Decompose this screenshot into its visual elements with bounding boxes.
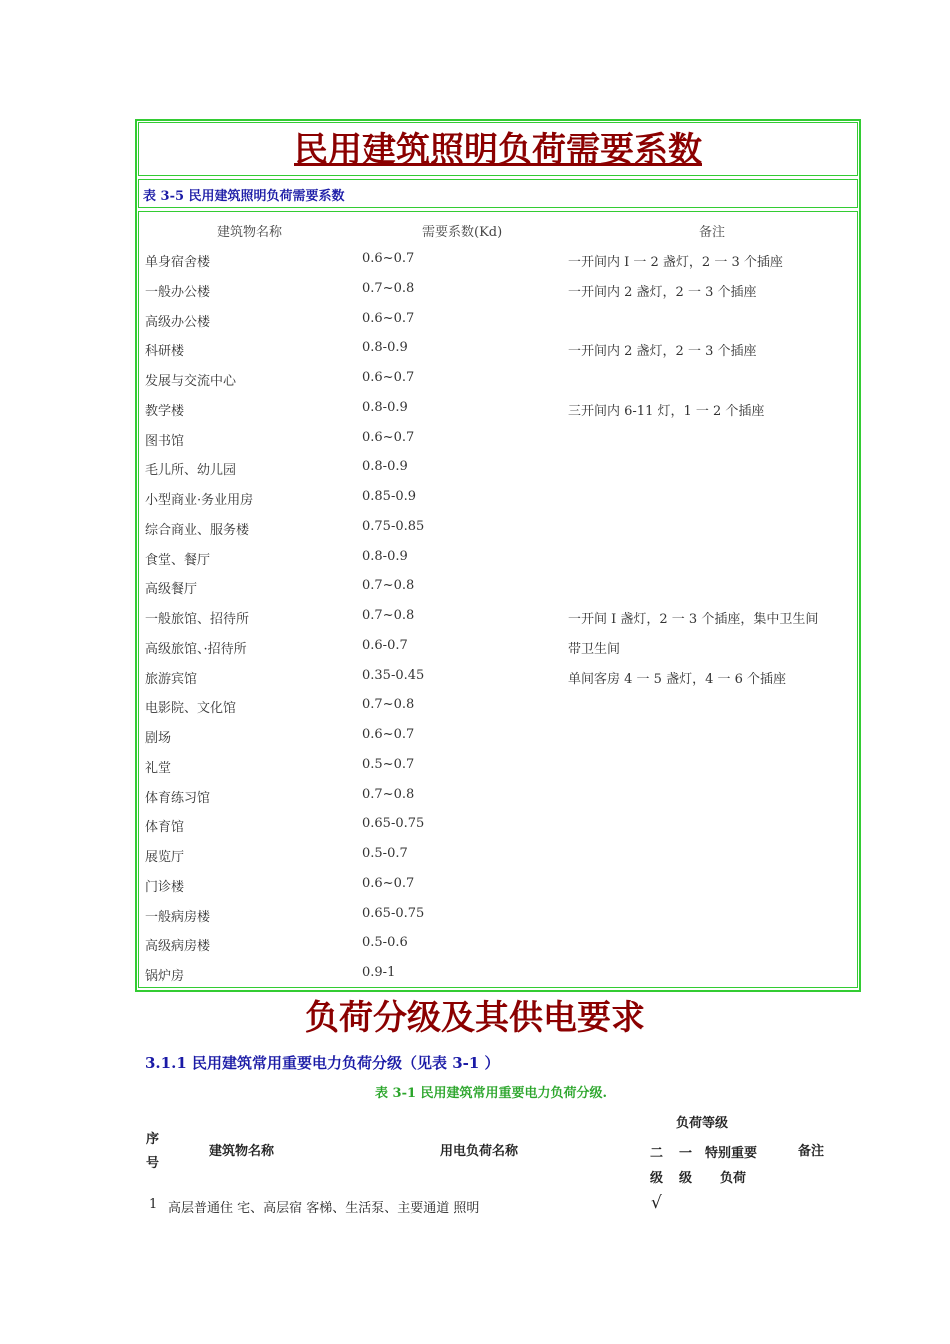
note-cell: 一开间内 I 一 2 盏灯，2 一 3 个插座	[568, 255, 783, 270]
kd-cell: 0.7~0.8	[362, 786, 415, 802]
building-name-cell: 高级病房楼	[145, 939, 211, 955]
kd-cell: 0.7~0.8	[362, 578, 415, 594]
building-name-cell: 锅炉房	[145, 969, 185, 984]
note-cell: 一开间内 2 盏灯，2 一 3 个插座	[568, 344, 757, 360]
kd-cell: 0.7~0.8	[362, 280, 415, 296]
row-1-seq: 1	[149, 1197, 158, 1212]
header-level2-b: 级	[650, 1171, 664, 1186]
table-row	[139, 519, 859, 539]
table-row	[139, 816, 859, 836]
table-row	[139, 311, 859, 331]
table-row	[139, 846, 859, 866]
table-row	[139, 876, 859, 896]
table-header	[139, 221, 859, 241]
building-name-cell: 剧场	[145, 731, 172, 746]
building-name-cell: 一般旅馆、招待所	[145, 612, 250, 627]
header-load-name: 用电负荷名称	[440, 1144, 519, 1159]
header-level-group: 负荷等级	[676, 1116, 729, 1131]
kd-cell: 0.8-0.9	[362, 399, 408, 415]
table-row	[139, 965, 859, 985]
kd-cell: 0.35-0.45	[362, 667, 425, 683]
kd-cell: 0.5-0.6	[362, 935, 408, 951]
kd-cell: 0.6-0.7	[362, 637, 408, 653]
table-row	[139, 370, 859, 390]
header-building: 建筑物名称	[209, 1144, 275, 1159]
table-row	[139, 757, 859, 777]
kd-cell: 0.65-0.75	[362, 816, 425, 832]
kd-cell: 0.8-0.9	[362, 548, 408, 564]
building-name-cell: 单身宿舍楼	[145, 255, 211, 270]
table-row	[139, 251, 859, 271]
kd-cell: 0.6~0.7	[362, 251, 415, 266]
note-cell: 三开间内 6-11 灯，1 一 2 个插座	[568, 403, 765, 419]
building-name-cell: 体育馆	[145, 820, 185, 836]
building-name-cell: 一般办公楼	[145, 284, 211, 300]
demand-factor-table	[138, 211, 858, 988]
table-row	[139, 281, 859, 301]
header-special-b: 负荷	[720, 1171, 747, 1186]
caption-box	[138, 179, 858, 208]
kd-cell: 0.7~0.8	[362, 697, 415, 713]
building-name-cell: 展览厅	[145, 850, 185, 865]
kd-cell: 0.5~0.7	[362, 756, 415, 772]
table-row	[139, 697, 859, 717]
table-row	[139, 340, 859, 360]
title-box	[138, 122, 858, 176]
table-row	[139, 906, 859, 926]
kd-cell: 0.6~0.7	[362, 370, 415, 385]
table-row	[139, 489, 859, 509]
note-cell: 单间客房 4 一 5 盏灯，4 一 6 个插座	[568, 671, 787, 687]
building-name-cell: 小型商业·务业用房	[145, 493, 254, 508]
note-cell: 一开间内 2 盏灯，2 一 3 个插座	[568, 284, 757, 300]
kd-cell: 0.75-0.85	[362, 518, 425, 534]
building-name-cell: 综合商业、服务楼	[145, 522, 250, 538]
table-caption: 表 3-5 民用建筑照明负荷需要系数	[143, 189, 345, 204]
kd-cell: 0.8-0.9	[362, 340, 408, 356]
building-name-cell: 食堂、餐厅	[145, 552, 211, 568]
building-name-cell: 科研楼	[145, 344, 185, 360]
building-name-cell: 高级办公楼	[145, 314, 211, 330]
table-row	[139, 668, 859, 688]
table-row	[139, 787, 859, 807]
table-row	[139, 400, 859, 420]
building-name-cell: 电影院、文化馆	[145, 701, 237, 717]
kd-cell: 0.6~0.7	[362, 727, 415, 742]
table-row	[139, 459, 859, 479]
kd-cell: 0.6~0.7	[362, 310, 415, 326]
header-level2-a: 二	[650, 1146, 664, 1161]
table-row	[139, 578, 859, 598]
table-row	[139, 430, 859, 450]
header-seq-a: 序	[146, 1132, 160, 1147]
table-row	[139, 727, 859, 747]
building-name-cell: 高级餐厅	[145, 582, 198, 598]
table-row	[139, 549, 859, 569]
table-caption-3-1: 表 3-1 民用建筑常用重要电力负荷分级.	[375, 1086, 608, 1101]
page-title: 民用建筑照明负荷需要系数	[294, 130, 702, 170]
building-name-cell: 图书馆	[145, 433, 185, 449]
kd-cell: 0.5-0.7	[362, 846, 408, 861]
building-name-cell: 旅游宾馆	[145, 671, 198, 687]
building-name-cell: 高级旅馆、·招待所	[145, 641, 247, 657]
building-name-cell: 一般病房楼	[145, 909, 211, 925]
header-seq-b: 号	[146, 1156, 160, 1171]
kd-cell: 0.6~0.7	[362, 429, 415, 445]
table-row	[139, 608, 859, 628]
kd-cell: 0.65-0.75	[362, 905, 425, 921]
table-row	[139, 935, 859, 955]
header-kd: 需要系数(Kd)	[422, 225, 503, 240]
building-name-cell: 门诊楼	[145, 879, 185, 895]
header-note: 备注	[699, 225, 726, 240]
kd-cell: 0.7~0.8	[362, 608, 415, 623]
header-special-a: 特别重要	[705, 1146, 758, 1161]
building-name-cell: 发展与交流中心	[145, 374, 237, 389]
header-remark: 备注	[798, 1144, 825, 1159]
note-cell: 一开间 I 盏灯，2 一 3 个插座，集中卫生间	[568, 612, 819, 627]
table-row	[139, 638, 859, 658]
building-name-cell: 体育练习馆	[145, 790, 211, 806]
kd-cell: 0.8-0.9	[362, 459, 408, 475]
section-title: 负荷分级及其供电要求	[305, 998, 645, 1038]
kd-cell: 0.6~0.7	[362, 875, 415, 891]
header-level1-b: 级	[679, 1171, 693, 1186]
row-1-content: 高层普通住 宅、高层宿 客梯、生活泵、主要通道 照明	[168, 1201, 480, 1216]
building-name-cell: 礼堂	[145, 760, 172, 776]
building-name-cell: 毛儿所、幼儿园	[145, 463, 237, 479]
note-cell: 带卫生间	[568, 641, 621, 657]
row-1-check-mark: √	[651, 1193, 662, 1213]
kd-cell: 0.9-1	[362, 965, 396, 980]
kd-cell: 0.85-0.9	[362, 489, 417, 504]
header-building: 建筑物名称	[217, 225, 283, 240]
header-level1-a: 一	[679, 1146, 693, 1161]
subsection-heading: 3.1.1 民用建筑常用重要电力负荷分级（见表 3-1 ）	[145, 1054, 500, 1072]
building-name-cell: 教学楼	[145, 403, 185, 419]
